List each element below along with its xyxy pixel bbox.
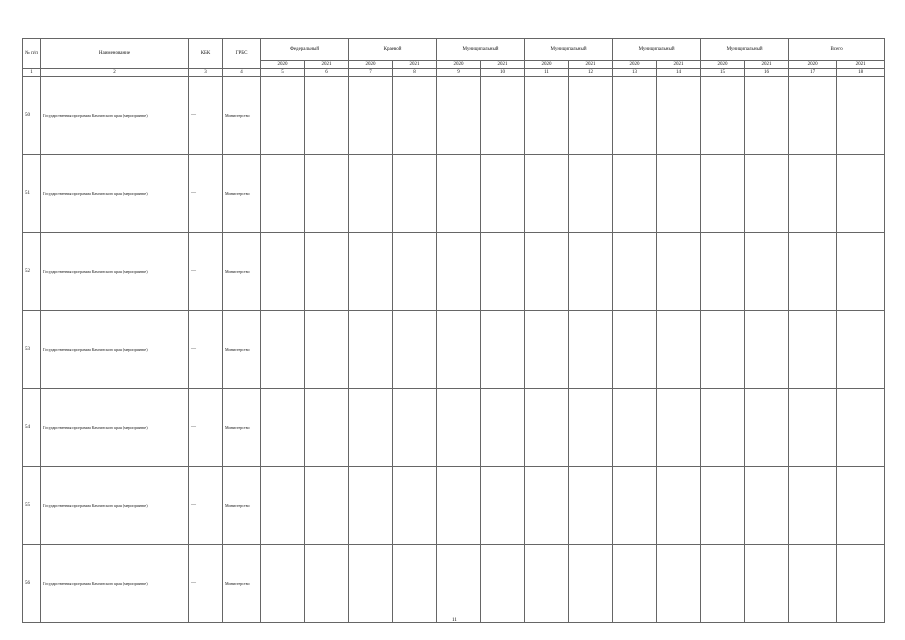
row-kbk: — [189, 467, 223, 545]
row-number: 53 [23, 311, 41, 389]
table-row [23, 389, 885, 467]
colnum: 15 [701, 69, 745, 77]
row-value [261, 233, 305, 311]
row-value [657, 77, 701, 155]
colnum: 18 [837, 69, 885, 77]
row-description: Государственная программа Камчатского края (мероприятие) [41, 155, 189, 233]
colnum: 13 [613, 69, 657, 77]
colnum: 16 [745, 69, 789, 77]
row-value [837, 467, 885, 545]
colnum: 12 [569, 69, 613, 77]
row-number: 55 [23, 467, 41, 545]
row-value [481, 389, 525, 467]
row-value [569, 545, 613, 623]
row-value [745, 155, 789, 233]
row-value [657, 545, 701, 623]
row-value [837, 545, 885, 623]
row-value [437, 311, 481, 389]
row-value [349, 389, 393, 467]
colnum: 3 [189, 69, 223, 77]
row-value [437, 389, 481, 467]
row-value [261, 155, 305, 233]
colnum: 11 [525, 69, 569, 77]
row-number: 50 [23, 77, 41, 155]
row-description: Государственная программа Камчатского края (мероприятие) [41, 467, 189, 545]
row-description: Государственная программа Камчатского края (мероприятие) [41, 233, 189, 311]
row-value [569, 389, 613, 467]
row-value [437, 77, 481, 155]
table-row [23, 155, 885, 233]
row-kbk: — [189, 155, 223, 233]
row-value [349, 155, 393, 233]
row-value [525, 233, 569, 311]
row-value [481, 467, 525, 545]
row-value [789, 311, 837, 389]
row-grbs: Министерство [223, 311, 261, 389]
header-grbs: ГРБС [223, 39, 261, 69]
row-value [261, 77, 305, 155]
row-value [437, 233, 481, 311]
row-value [305, 467, 349, 545]
row-value [261, 311, 305, 389]
header-group: Краевой [349, 39, 437, 61]
row-value [393, 77, 437, 155]
colnum: 7 [349, 69, 393, 77]
header-year: 2020 [261, 61, 305, 69]
row-value [837, 233, 885, 311]
row-value [789, 545, 837, 623]
row-value [745, 467, 789, 545]
row-value [481, 77, 525, 155]
row-value [569, 77, 613, 155]
row-value [305, 233, 349, 311]
row-number: 51 [23, 155, 41, 233]
row-value [657, 233, 701, 311]
row-value [261, 389, 305, 467]
row-value [701, 233, 745, 311]
row-number: 54 [23, 389, 41, 467]
table-row [23, 545, 885, 623]
row-value [481, 155, 525, 233]
row-value [701, 311, 745, 389]
row-grbs: Министерство [223, 233, 261, 311]
row-grbs: Министерство [223, 467, 261, 545]
header-group: Федеральный [261, 39, 349, 61]
row-value [349, 467, 393, 545]
row-value [701, 389, 745, 467]
row-value [789, 467, 837, 545]
row-value [745, 389, 789, 467]
budget-table [22, 38, 885, 623]
row-value [393, 311, 437, 389]
row-value [569, 155, 613, 233]
row-value [701, 77, 745, 155]
row-value [349, 311, 393, 389]
row-value [569, 311, 613, 389]
row-kbk: — [189, 545, 223, 623]
row-value [613, 389, 657, 467]
colnum: 14 [657, 69, 701, 77]
row-value [613, 155, 657, 233]
header-year: 2020 [789, 61, 837, 69]
row-value [261, 467, 305, 545]
header-name: Наименование [41, 39, 189, 69]
colnum: 2 [41, 69, 189, 77]
header-row-groups [23, 39, 885, 61]
row-value [657, 311, 701, 389]
row-grbs: Министерство [223, 155, 261, 233]
row-value [525, 467, 569, 545]
header-year: 2020 [437, 61, 481, 69]
header-row-colnums [23, 69, 885, 77]
row-kbk: — [189, 389, 223, 467]
header-year: 2020 [613, 61, 657, 69]
table-row [23, 233, 885, 311]
header-year: 2021 [837, 61, 885, 69]
colnum: 5 [261, 69, 305, 77]
row-grbs: Министерство [223, 389, 261, 467]
colnum: 4 [223, 69, 261, 77]
header-year: 2020 [701, 61, 745, 69]
row-value [837, 155, 885, 233]
table-row [23, 467, 885, 545]
colnum: 6 [305, 69, 349, 77]
row-value [657, 155, 701, 233]
row-value [569, 233, 613, 311]
row-description: Государственная программа Камчатского края (мероприятие) [41, 389, 189, 467]
row-value [437, 155, 481, 233]
row-value [837, 311, 885, 389]
header-group: Муниципальный [437, 39, 525, 61]
row-value [349, 233, 393, 311]
row-kbk: — [189, 233, 223, 311]
row-value [745, 77, 789, 155]
row-value [613, 545, 657, 623]
row-value [657, 389, 701, 467]
row-grbs: Министерство [223, 77, 261, 155]
table-row [23, 77, 885, 155]
row-value [701, 467, 745, 545]
row-value [261, 545, 305, 623]
row-number: 52 [23, 233, 41, 311]
row-value [393, 467, 437, 545]
row-value [349, 77, 393, 155]
header-kbk: КБК [189, 39, 223, 69]
row-kbk: — [189, 311, 223, 389]
row-value [745, 233, 789, 311]
colnum: 9 [437, 69, 481, 77]
row-value [569, 467, 613, 545]
row-kbk: — [189, 77, 223, 155]
row-value [305, 311, 349, 389]
header-group: Муниципальный [613, 39, 701, 61]
row-value [481, 311, 525, 389]
row-value [525, 77, 569, 155]
row-number: 56 [23, 545, 41, 623]
row-value [613, 467, 657, 545]
colnum: 1 [23, 69, 41, 77]
row-value [613, 311, 657, 389]
row-value [701, 545, 745, 623]
header-year: 2021 [393, 61, 437, 69]
header-year: 2021 [305, 61, 349, 69]
colnum: 10 [481, 69, 525, 77]
header-year: 2021 [569, 61, 613, 69]
row-value [349, 545, 393, 623]
header-no: № п/п [23, 39, 41, 69]
header-year: 2020 [525, 61, 569, 69]
row-grbs: Министерство [223, 545, 261, 623]
page-number: 11 [452, 618, 457, 623]
row-value [837, 389, 885, 467]
header-group: Муниципальный [701, 39, 789, 61]
row-value [789, 389, 837, 467]
row-value [789, 233, 837, 311]
row-value [701, 155, 745, 233]
row-value [305, 545, 349, 623]
row-value [525, 389, 569, 467]
row-value [393, 155, 437, 233]
row-value [525, 155, 569, 233]
row-value [525, 311, 569, 389]
header-group: Всего [789, 39, 885, 61]
row-value [657, 467, 701, 545]
row-value [613, 233, 657, 311]
row-value [789, 155, 837, 233]
row-value [789, 77, 837, 155]
row-value [837, 77, 885, 155]
table-row [23, 311, 885, 389]
header-year: 2021 [657, 61, 701, 69]
row-value [613, 77, 657, 155]
colnum: 8 [393, 69, 437, 77]
row-value [437, 545, 481, 623]
row-description: Государственная программа Камчатского края (мероприятие) [41, 311, 189, 389]
header-year: 2020 [349, 61, 393, 69]
row-value [393, 545, 437, 623]
row-value [305, 155, 349, 233]
row-value [745, 311, 789, 389]
row-value [481, 233, 525, 311]
row-value [305, 77, 349, 155]
header-year: 2021 [745, 61, 789, 69]
colnum: 17 [789, 69, 837, 77]
header-group: Муниципальный [525, 39, 613, 61]
row-value [305, 389, 349, 467]
row-value [481, 545, 525, 623]
row-description: Государственная программа Камчатского края (мероприятие) [41, 545, 189, 623]
header-year: 2021 [481, 61, 525, 69]
row-value [393, 389, 437, 467]
row-description: Государственная программа Камчатского края (мероприятие) [41, 77, 189, 155]
row-value [525, 545, 569, 623]
row-value [745, 545, 789, 623]
row-value [437, 467, 481, 545]
row-value [393, 233, 437, 311]
